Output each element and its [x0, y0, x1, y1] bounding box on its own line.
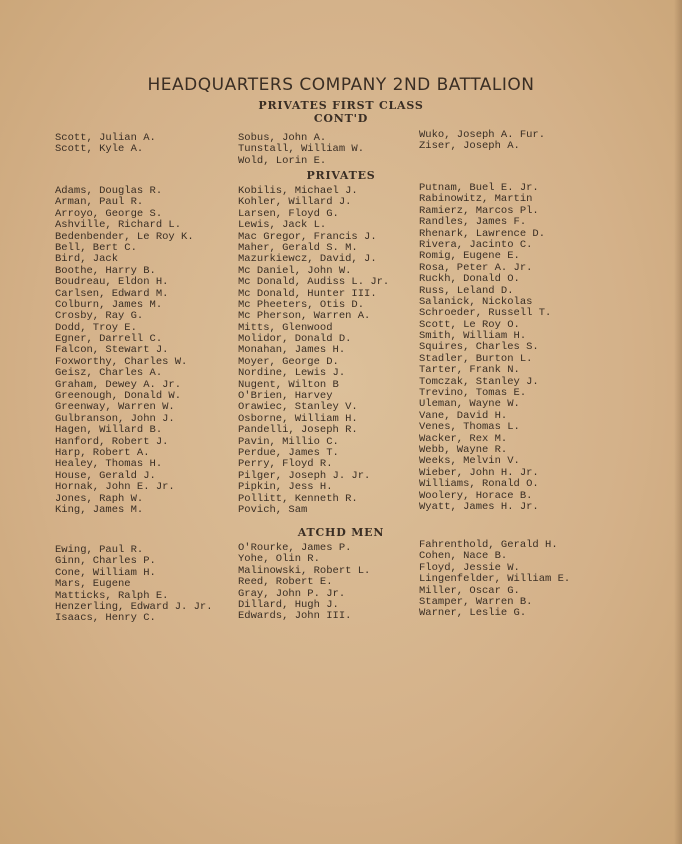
roster-name-entry: Harp, Robert A.: [55, 446, 150, 459]
roster-name-entry: Hornak, John E. Jr.: [55, 481, 175, 494]
roster-name-entry: Nugent, Wilton B: [238, 378, 339, 391]
privates-column-3: [419, 183, 551, 513]
roster-name-entry: Cohen, Nace B.: [419, 550, 508, 563]
roster-name-entry: Wieber, John H. Jr.: [419, 466, 539, 479]
section-heading-privates: PRIVATES: [306, 169, 376, 182]
roster-name-entry: Carlsen, Edward M.: [55, 287, 169, 300]
privates-column-2: [238, 186, 389, 516]
roster-name-entry: Adams, Douglas R.: [55, 185, 163, 197]
section-heading-atchd-men: ATCHD MEN: [297, 526, 385, 539]
roster-name-entry: Cone, William H.: [55, 566, 156, 579]
roster-name-entry: Molidor, Donald D.: [238, 333, 352, 346]
atchd-column-3: [419, 540, 570, 620]
roster-name-entry: Mitts, Glenwood: [238, 321, 333, 334]
roster-name-entry: Floyd, Jessie W.: [419, 561, 520, 574]
roster-name-entry: Scott, Julian A.: [55, 132, 156, 144]
roster-name-entry: Scott, Kyle A.: [55, 143, 144, 156]
roster-name-entry: Wold, Lorin E.: [238, 154, 327, 167]
roster-name-entry: Rhenark, Lawrence D.: [419, 227, 546, 240]
roster-name-entry: Jones, Raph W.: [55, 492, 144, 505]
roster-name-entry: Russ, Leland D.: [419, 284, 514, 297]
roster-name-entry: Hanford, Robert J.: [55, 435, 169, 448]
roster-name-entry: Smith, William H.: [419, 330, 527, 343]
roster-name-entry: Venes, Thomas L.: [419, 421, 520, 434]
roster-name-entry: Putnam, Buel E. Jr.: [419, 182, 539, 194]
roster-name-entry: Tunstall, William W.: [238, 143, 365, 156]
roster-name-entry: Miller, Oscar G.: [419, 584, 520, 597]
roster-name-entry: Kobilis, Michael J.: [238, 185, 358, 197]
roster-name-entry: Squires, Charles S.: [419, 341, 539, 354]
roster-name-entry: Pollitt, Kenneth R.: [238, 492, 358, 505]
roster-name-entry: Wacker, Rex M.: [419, 432, 508, 445]
roster-name-entry: Reed, Robert E.: [238, 576, 333, 589]
roster-name-entry: Pilger, Joseph J. Jr.: [238, 469, 371, 482]
roster-name-entry: Tarter, Frank N.: [419, 364, 520, 377]
roster-name-entry: Mc Donald, Audiss L. Jr.: [238, 276, 390, 289]
roster-name-entry: Williams, Ronald O.: [419, 478, 539, 491]
roster-name-entry: Rivera, Jacinto C.: [419, 238, 533, 251]
roster-name-entry: Yohe, Olin R.: [238, 553, 320, 566]
roster-name-entry: Perdue, James T.: [238, 446, 339, 459]
roster-name-entry: Schroeder, Russell T.: [419, 307, 552, 320]
roster-name-entry: Mars, Eugene: [55, 578, 131, 591]
roster-name-entry: Pipkin, Jess H.: [238, 481, 333, 494]
roster-name-entry: Fahrenthold, Gerald H.: [419, 539, 558, 551]
roster-name-entry: Gray, John P. Jr.: [238, 587, 346, 600]
roster-name-entry: King, James M.: [55, 503, 144, 516]
roster-name-entry: Larsen, Floyd G.: [238, 207, 339, 220]
roster-name-entry: Egner, Darrell C.: [55, 333, 163, 346]
roster-name-entry: Bell, Bert C.: [55, 241, 137, 254]
section-heading-contd: CONT'D: [313, 112, 369, 125]
atchd-column-2: [238, 543, 370, 623]
roster-name-entry: Trevino, Tomas E.: [419, 387, 527, 400]
roster-name-entry: Perry, Floyd R.: [238, 458, 333, 471]
pfc-column-1: [55, 133, 156, 156]
roster-name-entry: Moyer, George D.: [238, 355, 339, 368]
roster-name-entry: Rosa, Peter A. Jr.: [419, 261, 533, 274]
roster-name-entry: Isaacs, Henry C.: [55, 612, 156, 625]
roster-name-entry: Dodd, Troy E.: [55, 321, 137, 334]
roster-name-entry: Bedenbender, Le Roy K.: [55, 230, 194, 243]
roster-name-entry: Edwards, John III.: [238, 610, 352, 623]
roster-name-entry: Weeks, Melvin V.: [419, 455, 520, 468]
roster-name-entry: Tomczak, Stanley J.: [419, 375, 539, 388]
pfc-column-2: [238, 133, 364, 167]
roster-name-entry: Foxworthy, Charles W.: [55, 355, 188, 368]
roster-name-entry: Scott, Le Roy O.: [419, 318, 520, 331]
roster-name-entry: Hagen, Willard B.: [55, 424, 163, 437]
roster-name-entry: Bird, Jack: [55, 253, 119, 266]
pfc-column-3: [419, 130, 545, 153]
roster-name-entry: Pavin, Millio C.: [238, 435, 339, 448]
roster-name-entry: Mc Daniel, John W.: [238, 264, 352, 277]
roster-name-entry: Geisz, Charles A.: [55, 367, 163, 380]
roster-name-entry: Webb, Wayne R.: [419, 443, 508, 456]
roster-name-entry: Mc Pherson, Warren A.: [238, 310, 371, 323]
roster-name-entry: Woolery, Horace B.: [419, 489, 533, 502]
roster-name-entry: Randles, James F.: [419, 216, 527, 229]
roster-name-entry: Wyatt, James H. Jr.: [419, 500, 539, 513]
roster-name-entry: Orawiec, Stanley V.: [238, 401, 358, 414]
roster-name-entry: Mc Donald, Hunter III.: [238, 287, 377, 300]
roster-name-entry: Lingenfelder, William E.: [419, 573, 571, 586]
roster-name-entry: Sobus, John A.: [238, 132, 327, 144]
roster-name-entry: Nordine, Lewis J.: [238, 367, 346, 380]
roster-name-entry: House, Gerald J.: [55, 469, 156, 482]
roster-name-entry: Romig, Eugene E.: [419, 250, 520, 263]
roster-name-entry: Ziser, Joseph A.: [419, 140, 520, 153]
roster-name-entry: Mac Gregor, Francis J.: [238, 230, 377, 243]
roster-name-entry: Henzerling, Edward J. Jr.: [55, 600, 213, 613]
roster-name-entry: Ruckh, Donald O.: [419, 273, 520, 286]
roster-name-entry: Ashville, Richard L.: [55, 219, 182, 232]
atchd-column-1: [55, 545, 213, 625]
roster-name-entry: Ramierz, Marcos Pl.: [419, 204, 539, 217]
section-heading-pfc: PRIVATES FIRST CLASS: [258, 99, 424, 112]
roster-name-entry: Greenough, Donald W.: [55, 390, 182, 403]
roster-name-entry: O'Brien, Harvey: [238, 390, 333, 403]
roster-name-entry: Stamper, Warren B.: [419, 595, 533, 608]
roster-name-entry: Crosby, Ray G.: [55, 310, 144, 323]
roster-name-entry: Mc Pheeters, Otis D.: [238, 298, 365, 311]
roster-name-entry: Ginn, Charles P.: [55, 555, 156, 568]
roster-name-entry: Boudreau, Eldon H.: [55, 276, 169, 289]
roster-name-entry: Arman, Paul R.: [55, 196, 144, 209]
roster-name-entry: Healey, Thomas H.: [55, 458, 163, 471]
roster-name-entry: Warner, Leslie G.: [419, 607, 527, 620]
roster-name-entry: Matticks, Ralph E.: [55, 589, 169, 602]
roster-name-entry: Maher, Gerald S. M.: [238, 241, 358, 254]
roster-name-entry: O'Rourke, James P.: [238, 542, 352, 554]
roster-name-entry: Mazurkiewcz, David, J.: [238, 253, 377, 266]
roster-name-entry: Arroyo, George S.: [55, 207, 163, 220]
roster-name-entry: Lewis, Jack L.: [238, 219, 327, 232]
roster-name-entry: Stadler, Burton L.: [419, 352, 533, 365]
roster-name-entry: Graham, Dewey A. Jr.: [55, 378, 182, 391]
page-edge-shadow: [674, 0, 682, 844]
roster-name-entry: Osborne, William H.: [238, 412, 358, 425]
roster-name-entry: Gulbranson, John J.: [55, 412, 175, 425]
roster-name-entry: Dillard, Hugh J.: [238, 598, 339, 611]
roster-name-entry: Wuko, Joseph A. Fur.: [419, 129, 546, 141]
roster-name-entry: Rabinowitz, Martin: [419, 193, 533, 206]
roster-name-entry: Povich, Sam: [238, 503, 308, 516]
privates-column-1: [55, 186, 194, 516]
roster-name-entry: Monahan, James H.: [238, 344, 346, 357]
roster-name-entry: Boothe, Harry B.: [55, 264, 156, 277]
roster-name-entry: Malinowski, Robert L.: [238, 564, 371, 577]
roster-name-entry: Greenway, Warren W.: [55, 401, 175, 414]
roster-name-entry: Falcon, Stewart J.: [55, 344, 169, 357]
roster-name-entry: Vane, David H.: [419, 409, 508, 422]
roster-name-entry: Uleman, Wayne W.: [419, 398, 520, 411]
roster-name-entry: Colburn, James M.: [55, 298, 163, 311]
roster-name-entry: Pandelli, Joseph R.: [238, 424, 358, 437]
roster-name-entry: Salanick, Nickolas: [419, 295, 533, 308]
roster-name-entry: Kohler, Willard J.: [238, 196, 352, 209]
page-title: HEADQUARTERS COMPANY 2ND BATTALION: [147, 75, 535, 95]
roster-name-entry: Ewing, Paul R.: [55, 544, 144, 556]
